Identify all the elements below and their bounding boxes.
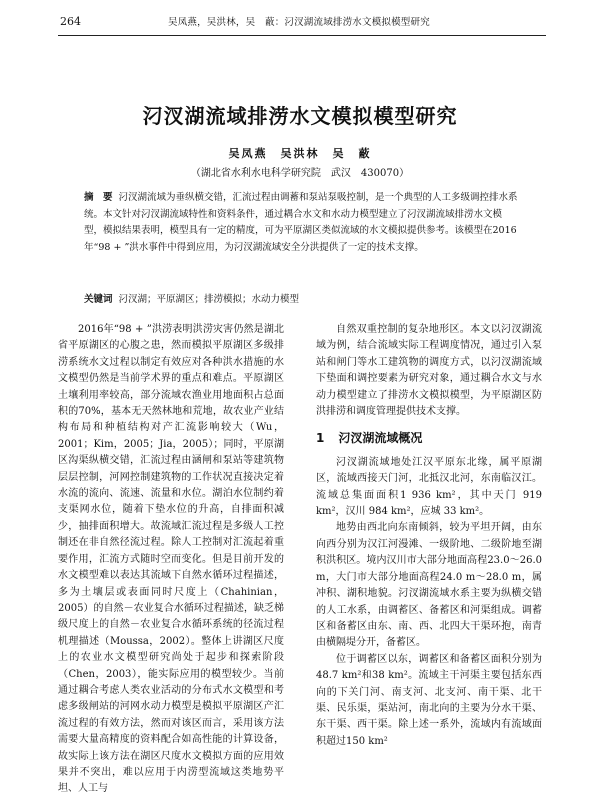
- body-paragraph: 2016年“98 + ”洪涝表明洪涝灾害仍然是湖北省平原湖区的心腹之患，然而模拟平原湖区多级排涝系统水文过程以制定有效应对各种洪水措施的水文模型仍然是当前学术界的重点和难点。平原湖区土壤利用率较高，部分流域农渔业用地面积占总面积的70%，基本无天然林地和荒地，故农业产业结构布局和种植结构对产汇流影响较大（Wu，2001；Kim，2005；Jia，2005）；同时，平原湖区沟渠纵横交错，汇流过程由涵闸和泵站等建筑物层层控制，河网控制建筑物的工作状况直接决定着水流的流向、流速、流量和水位。湖泊水位制约着支渠网水位，随着下垫水位的升高，自排面积减少，抽排面积增大。故流域汇流过程是多级人工控制还在非自然径流过程。除人工控制对汇流起着重要作用，汇流方式随时空而变化。但是目前开发的水文模型难以表达其流域下自然水循环过程描述，多为土壤层或表面同时尺度上（Chahinian，2005）的自然－农业复合水循环过程描述，缺乏梯级尺度上的自然－农业复合水循环系统的径流过程机理描述（Moussa，2002）。整体上讲湖区尺度上的农业水文模型研究尚处于起步和探索阶段（Chen，2003），能实际应用的模型较少。当前通过耦合考虑人类农业活动的分布式水文模型和考虑多级闸站的河网水动力模型是模拟平原湖区产汇流过程的有效方法，然而对该区而言，采用该方法需要大量高精度的资料配合如高性能的计算设备，故实际上该方法在湖区尺度水文模拟方面的应用效果并不突出，难以应用于内涝型流域这类地势平坦、人工与: [58, 324, 284, 795]
- page-number: 264: [60, 15, 81, 28]
- header-rule: [58, 35, 546, 36]
- keywords: [84, 292, 520, 308]
- body-paragraph: 自然双重控制的复杂地形区。本文以汈汊湖流域为例，结合流域实际工程调度情况，通过引入泵站和闸门等水工建筑物的调度方式，以汈汊湖流域下垫面和调控要素为研究对象，通过耦合水文与水动力模型建立了排涝水文模拟模型，为平原湖区防洪排涝和调度管理提供技术支撑。: [316, 324, 542, 418]
- section-heading: [316, 430, 542, 446]
- affiliation: （湖北省水利水电科学研究院 武汉 430070）: [190, 168, 410, 179]
- running-head: 吴凤燕，吴洪林，吴 蔽：汈汊湖流域排涝水文模拟模型研究: [168, 17, 430, 28]
- authors: 吴凤燕 吴洪林 吴 蔽: [228, 147, 372, 160]
- abstract-label: 摘 要: [84, 192, 113, 203]
- paper-title: 汈汊湖流域排涝水文模拟模型研究: [142, 104, 458, 128]
- section-title: 汈汊湖流域概况: [338, 431, 423, 446]
- body-paragraph: 位于调蓄区以东，调蓄区和备蓄区面积分别为48.7 km²和38 km²。流域主干河渠主要包括东西向的下关门河、南支河、北支河、南干渠、北干渠、民乐渠，渠站河，南北向的主要为分水干渠、东干渠、西干渠。除上述一系外，流域内有流域面积超过150 km²: [316, 653, 542, 747]
- left-column: [58, 322, 284, 798]
- keywords-text: 汈汊湖；平原湖区；排涝模拟；水动力模型: [118, 294, 300, 305]
- section-number: 1: [316, 431, 325, 446]
- keywords-label: 关键词: [84, 294, 113, 305]
- abstract: [84, 190, 520, 256]
- body-paragraph: 汈汊湖流域地处江汉平原东北缘，属平原湖区，流域西接天门河，北抵汉北河，东南临汉江。流域总集面面积1 936 km²，其中天门 919 km²，汉川 984 km²，应城 33 km²。: [316, 456, 542, 518]
- body-paragraph: 地势由西北向东南倾斜，较为平坦开阔，由东向西分别为汉江河漫滩、一级阶地、二级阶地至湖积洪积区。境内汉川市大部分地面高程23.0～26.0 m，大门市大部分地面高程24.0 m～28.0 m，属冲积、湖积地貌。汈汊湖流域水系主要为纵横交错的人工水系，由调蓄区、备蓄区和河渠组成。调蓄区和备蓄区由东、南、西、北四大干渠环抱，南青由横隔堤分开，备蓄区。: [316, 522, 542, 649]
- abstract-text: 汈汊湖流域为垂纵横交错，汇流过程由调蓄和泵站泵吸控制，是一个典型的人工多级调控排水系统。本文针对汈汊湖流域特性和资料条件，通过耦合水文和水动力模型建立了汈汊湖流域排涝水文模型，模拟结果表明，模型具有一定的精度，可为平原湖区类似流域的水文模拟提供参考。该模型在2016年“98 + ”洪水事件中得到应用，为汈汊湖流域安全分洪提供了一定的技术支撑。: [84, 192, 518, 253]
- page-header: [0, 0, 600, 44]
- right-column: [316, 322, 542, 750]
